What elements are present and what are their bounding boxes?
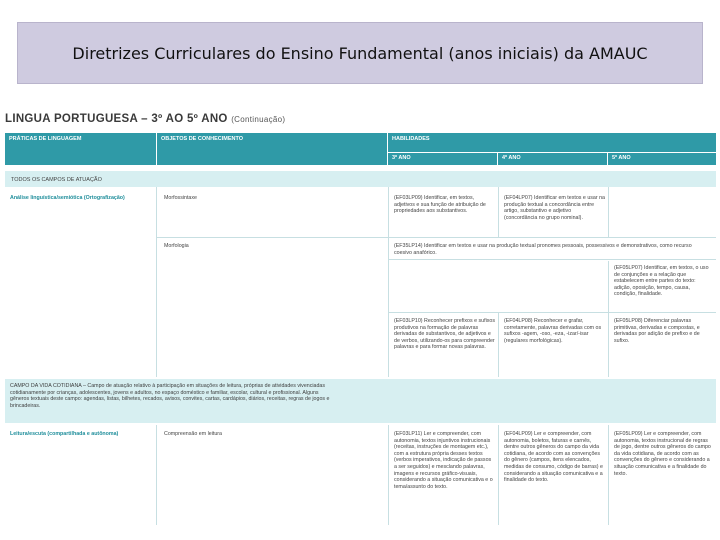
- slide-title-box: [17, 22, 703, 84]
- section-band-1: [5, 171, 716, 187]
- slide-title: Diretrizes Curriculares do Ensino Fundamental (anos iniciais) da AMAUC: [72, 43, 648, 63]
- grid-line: [608, 261, 609, 377]
- grid-line: [608, 425, 609, 525]
- objeto-compreensao-leitura: Compreensão em leitura: [164, 431, 222, 437]
- curriculum-document: [5, 113, 716, 525]
- skill-ef04lp08: (EF04LP08) Reconhecer e grafar, corretamente, palavras derivadas com os sufixos -agem, -oso, -eza, -izar/-isar (regulares morfológicas).: [504, 318, 602, 344]
- header-praticas: PRÁTICAS DE LINGUAGEM: [5, 133, 156, 165]
- objeto-morfologia: Morfologia: [164, 243, 189, 249]
- grid-line: [498, 313, 499, 377]
- pratica-analise-linguistica: Análise linguística/semiótica (Ortografização): [10, 195, 125, 201]
- document-title: [5, 113, 285, 125]
- section-2-label: CAMPO DA VIDA COTIDIANA – Campo de atuação relativo à participação em situações de leitura, próprias de atividades vivenciadas cotidianamente por crianças, adolescentes, jovens e adultos, no espaço doméstico e familiar, escolar, cultural e profissional. Alguns gêneros textuais deste campo: agendas, listas, bilhetes, recados, avisos, convites, cartas, cardápios, diários, receitas, regras de jogos e brincadeiras.: [10, 383, 330, 409]
- document-title-text: LÍNGUA PORTUGUESA – 3º AO 5º ANO: [5, 113, 228, 125]
- skill-ef03lp09: (EF03LP09) Identificar, em textos, adjetivos e sua função de atribuição de propriedades aos substantivos.: [394, 195, 486, 215]
- grid-line: [388, 187, 389, 377]
- grid-line: [156, 425, 157, 525]
- objeto-morfossintaxe: Morfossintaxe: [164, 195, 197, 201]
- grid-line: [498, 187, 499, 237]
- grid-line: [156, 187, 157, 377]
- grid-line: [156, 237, 716, 238]
- continuation-label: (Continuação): [231, 115, 286, 124]
- skill-ef05lp07: (EF05LP07) Identificar, em textos, o uso de conjunções e a relação que estabelecem entre partes do texto: adição, oposição, tempo, causa, condição, finalidade.: [614, 265, 709, 298]
- skill-ef05lp08: (EF05LP08) Diferenciar palavras primitivas, derivadas e compostas, e derivadas por adição de prefixo e de sufixo.: [614, 318, 700, 344]
- skill-ef03lp11: (EF03LP11) Ler e compreender, com autonomia, textos injuntivos instrucionais (receitas, instruções de montagem etc.), com a estrutura própria desses textos (verbos imperativos, indicação de passos a ser seguidos) e mesclando palavras, imagens e recursos gráfico-visuais, considerando a situação comunicativa e o tema/assunto do texto.: [394, 431, 493, 490]
- section-1-label: TODOS OS CAMPOS DE ATUAÇÃO: [11, 177, 102, 183]
- header-ano3: 3º ANO: [388, 153, 497, 165]
- grid-line: [608, 187, 609, 237]
- skill-ef04lp07: (EF04LP07) Identificar em textos e usar na produção textual a concordância entre artigo, substantivo e adjetivo (concordância no grupo nominal).: [504, 195, 605, 221]
- skill-ef05lp09: (EF05LP09) Ler e compreender, com autonomia, textos instrucional de regras de jogo, dentre outros gêneros do campo da vida cotidiana, de acordo com as convenções do gênero e considerando a situação comunicativa e a finalidade do texto.: [614, 431, 711, 477]
- skill-ef04lp09: (EF04LP09) Ler e compreender, com autonomia, boletos, faturas e carnês, dentre outros gêneros do campo da vida cotidiana, de acordo com as convenções do gênero (campos, itens elencados, medidas de consumo, código de barras) e considerando a situação comunicativa e a finalidade do texto.: [504, 431, 603, 484]
- header-ano5: 5º ANO: [608, 153, 716, 165]
- grid-line: [388, 259, 716, 260]
- header-ano4: 4º ANO: [498, 153, 607, 165]
- grid-line: [388, 425, 389, 525]
- grid-line: [388, 312, 716, 313]
- header-objetos: OBJETOS DE CONHECIMENTO: [157, 133, 387, 165]
- header-habilidades: HABILIDADES: [388, 133, 716, 152]
- pratica-leitura-escuta: Leitura/escuta (compartilhada e autônoma): [10, 431, 119, 437]
- grid-line: [498, 425, 499, 525]
- skill-ef03lp10: (EF03LP10) Reconhecer prefixos e sufixos produtivos na formação de palavras derivadas de substantivos, de adjetivos e de verbos, utilizando-os para compreender palavras e para formar novas palavras.: [394, 318, 495, 351]
- skill-ef35lp14: (EF35LP14) Identificar em textos e usar na produção textual pronomes pessoais, possessivos e demonstrativos, como recurso coesivo anafórico.: [394, 243, 692, 256]
